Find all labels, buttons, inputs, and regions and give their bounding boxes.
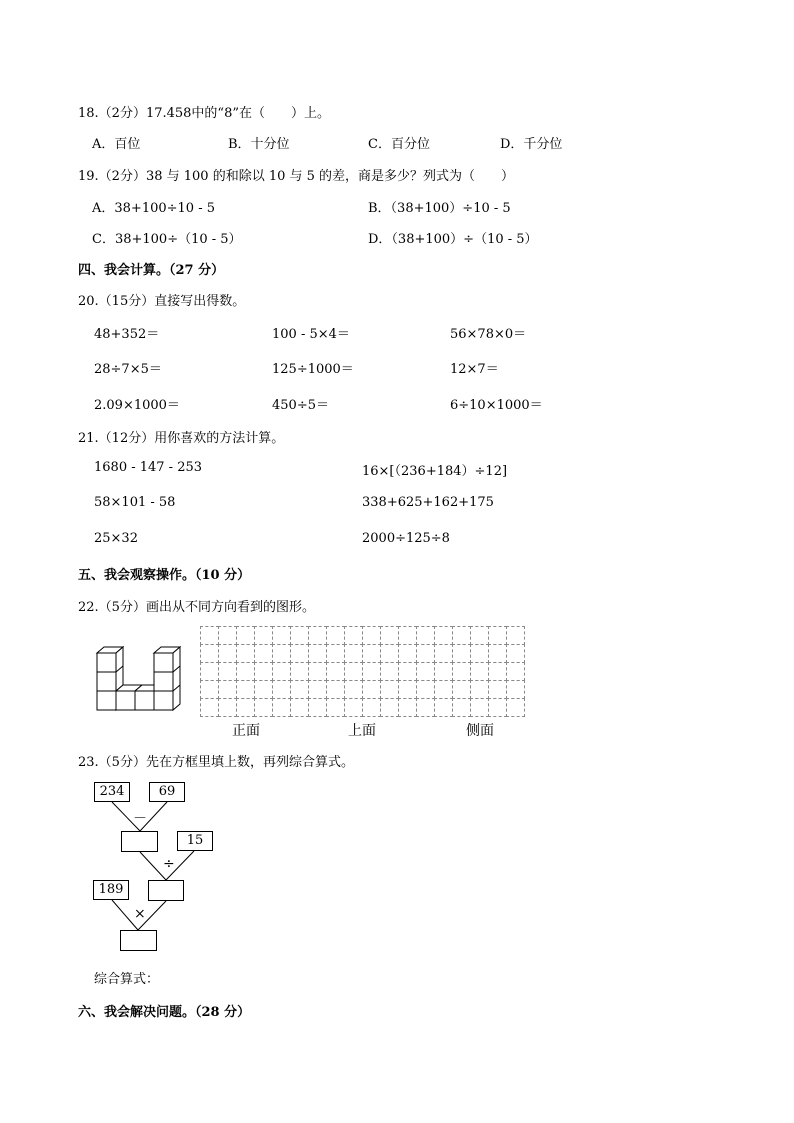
q21-item: 58×101 - 58	[94, 495, 176, 510]
section-6-title: 六、我会解决问题。（28 分）	[78, 1005, 251, 1020]
q20-item: 48+352＝	[94, 327, 160, 342]
q18-option-c[interactable]: C．百分位	[368, 137, 430, 152]
number-box-69: 69	[149, 782, 185, 802]
q20-stem: 20.（15分）直接写出得数。	[78, 294, 246, 309]
q19-stem: 19.（2分）38 与 100 的和除以 10 与 5 的差，商是多少？列式为（ ）	[78, 169, 515, 184]
q20-item: 56×78×0＝	[450, 327, 527, 342]
q19-option-b[interactable]: B．（38+100）÷10 - 5	[368, 201, 511, 216]
q20-item: 28÷7×5＝	[94, 362, 162, 377]
q21-item: 25×32	[94, 531, 138, 546]
q18-option-a[interactable]: A．百位	[92, 137, 141, 152]
q18-stem: 18.（2分）17.458中的“8”在（ ）上。	[78, 106, 330, 121]
view-label-front: 正面	[232, 723, 260, 739]
answer-box-product[interactable]	[120, 930, 157, 951]
q20-item: 450÷5＝	[272, 398, 329, 413]
q18-option-d[interactable]: D．千分位	[500, 137, 563, 152]
q20-item: 12×7＝	[450, 362, 499, 377]
q19-option-d[interactable]: D．（38+100）÷（10 - 5）	[368, 232, 538, 247]
q19-option-a[interactable]: A．38+100÷10 - 5	[92, 201, 215, 216]
section-5-title: 五、我会观察操作。（10 分）	[78, 568, 251, 583]
q20-item: 2.09×1000＝	[94, 398, 180, 413]
answer-box-difference[interactable]	[121, 831, 158, 852]
q19-option-c[interactable]: C．38+100÷（10 - 5）	[92, 232, 242, 247]
formula-label: 综合算式：	[94, 972, 160, 987]
q21-item: 16×[（236+184）÷12]	[362, 464, 508, 479]
number-box-234: 234	[94, 782, 130, 802]
operator-divide: ÷	[163, 856, 175, 872]
view-label-side: 侧面	[466, 723, 494, 739]
number-box-15: 15	[177, 831, 213, 851]
q18-option-b[interactable]: B．十分位	[228, 137, 290, 152]
q21-stem: 21.（12分）用你喜欢的方法计算。	[78, 431, 285, 446]
operator-multiply: ×	[134, 906, 146, 922]
q23-stem: 23.（5分）先在方框里填上数，再列综合算式。	[78, 755, 354, 770]
q21-item: 2000÷125÷8	[362, 531, 450, 546]
view-label-top: 上面	[348, 723, 376, 739]
answer-box-quotient[interactable]	[148, 880, 184, 901]
number-box-189: 189	[93, 880, 129, 900]
operator-minus: －	[133, 811, 147, 827]
section-4-title: 四、我会计算。（27 分）	[78, 263, 225, 278]
q20-item: 125÷1000＝	[272, 362, 354, 377]
q21-item: 1680 - 147 - 253	[94, 460, 203, 475]
q20-item: 100 - 5×4＝	[272, 327, 350, 342]
q21-item: 338+625+162+175	[362, 495, 494, 510]
q20-item: 6÷10×1000＝	[450, 398, 543, 413]
q22-stem: 22.（5分）画出从不同方向看到的图形。	[78, 600, 315, 615]
